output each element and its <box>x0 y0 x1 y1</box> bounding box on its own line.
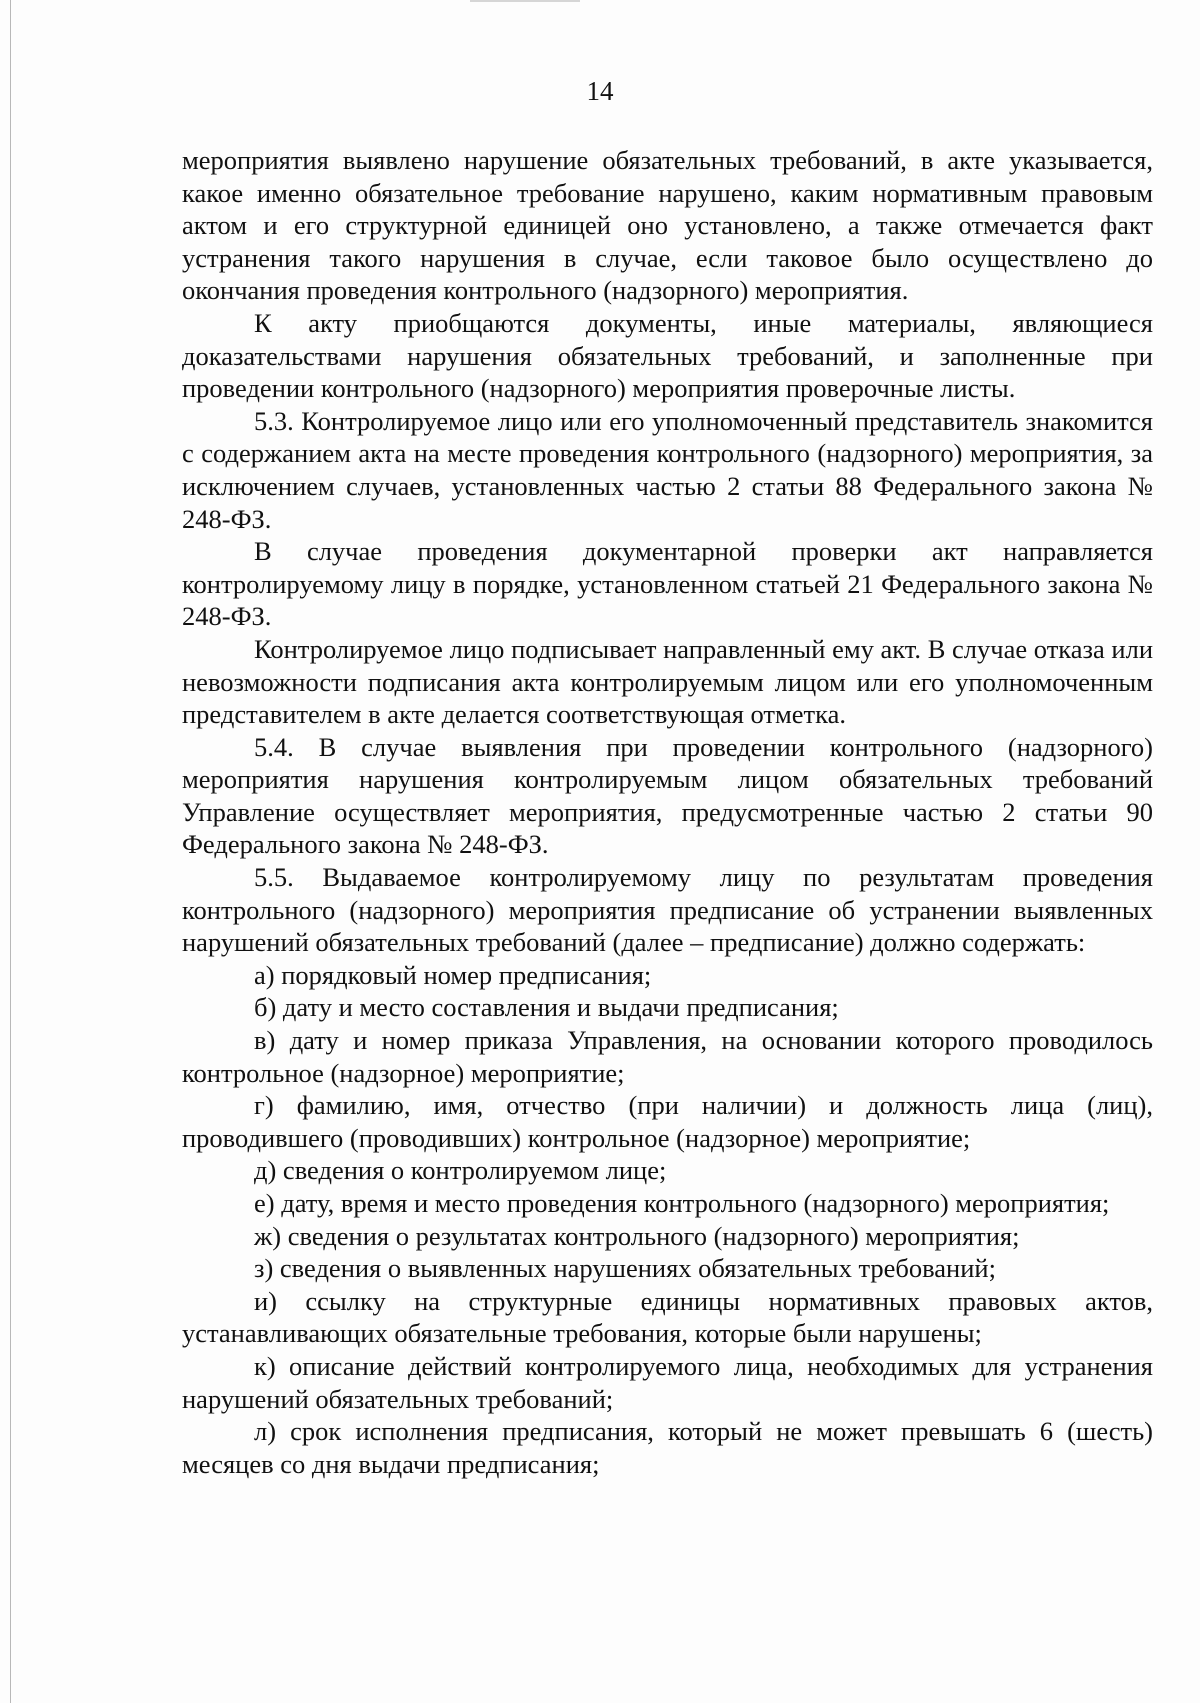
page-number: 14 <box>586 76 614 106</box>
list-item: л) срок исполнения предписания, который не может превышать 6 (шесть) месяцев со дня выдачи предписания; <box>182 1416 1153 1479</box>
paragraph-continuation: мероприятия выявлено нарушение обязательных требований, в акте указывается, какое именно обязательное требование нарушено, каким нормативным правовым актом и его структурной единицей оно установлено, а также отмечается факт устранения такого нарушения в случае, если таковое было осуществлено до окончания проведения контрольного (надзорного) мероприятия. <box>182 145 1153 306</box>
scan-page-edge <box>10 0 11 1703</box>
list-item: г) фамилию, имя, отчество (при наличии) и должность лица (лиц), проводившего (проводивших) контрольное (надзорное) мероприятие; <box>182 1090 1153 1153</box>
list-item: д) сведения о контролируемом лице; <box>254 1155 667 1186</box>
list-item: а) порядковый номер предписания; <box>254 959 652 990</box>
list-item: и) ссылку на структурные единицы нормативных правовых актов, устанавливающих обязательные требования, которые были нарушены; <box>182 1285 1153 1349</box>
list-item: в) дату и номер приказа Управления, на основании которого проводилось контрольное (надзорное) мероприятие; <box>182 1025 1153 1088</box>
list-item: з) сведения о выявленных нарушениях обязательных требований; <box>254 1253 996 1284</box>
paragraph: К акту приобщаются документы, иные материалы, являющиеся доказательствами нарушения обязательных требований, и заполненные при проведении контрольного (надзорного) мероприятия проверочные листы. <box>182 307 1153 404</box>
paragraph: Контролируемое лицо подписывает направленный ему акт. В случае отказа или невозможности подписания акта контролируемым лицом или его уполномоченным представителем в акте делается соответствующая отметка. <box>182 633 1153 730</box>
list-item: ж) сведения о результатах контрольного (надзорного) мероприятия; <box>254 1220 1020 1251</box>
paragraph-clause-5-5: 5.5. Выдаваемое контролируемому лицу по результатам проведения контрольного (надзорного) мероприятия предписание об устранении выявленных нарушений обязательных требований (далее – предписание) должно содержать: <box>182 862 1153 958</box>
list-item: е) дату, время и место проведения контрольного (надзорного) мероприятия; <box>254 1188 1110 1218</box>
scan-artifact <box>470 0 580 2</box>
document-body <box>182 144 1153 1480</box>
paragraph-clause-5-3: 5.3. Контролируемое лицо или его уполномоченный представитель знакомится с содержанием акта на месте проведения контрольного (надзорного) мероприятия, за исключением случаев, установленных частью 2 статьи 88 Федерального закона № 248-ФЗ. <box>182 405 1153 534</box>
paragraph-clause-5-4: 5.4. В случае выявления при проведении контрольного (надзорного) мероприятия нарушения контролируемым лицом обязательных требований Управление осуществляет мероприятия, предусмотренные частью 2 статьи 90 Федерального закона № 248-ФЗ. <box>182 731 1153 860</box>
list-item: б) дату и место составления и выдачи предписания; <box>254 992 839 1023</box>
list-item: к) описание действий контролируемого лица, необходимых для устранения нарушений обязательных требований; <box>182 1350 1153 1414</box>
paragraph: В случае проведения документарной проверки акт направляется контролируемому лицу в порядке, установленном статьей 21 Федерального закона № 248-ФЗ. <box>182 536 1153 632</box>
